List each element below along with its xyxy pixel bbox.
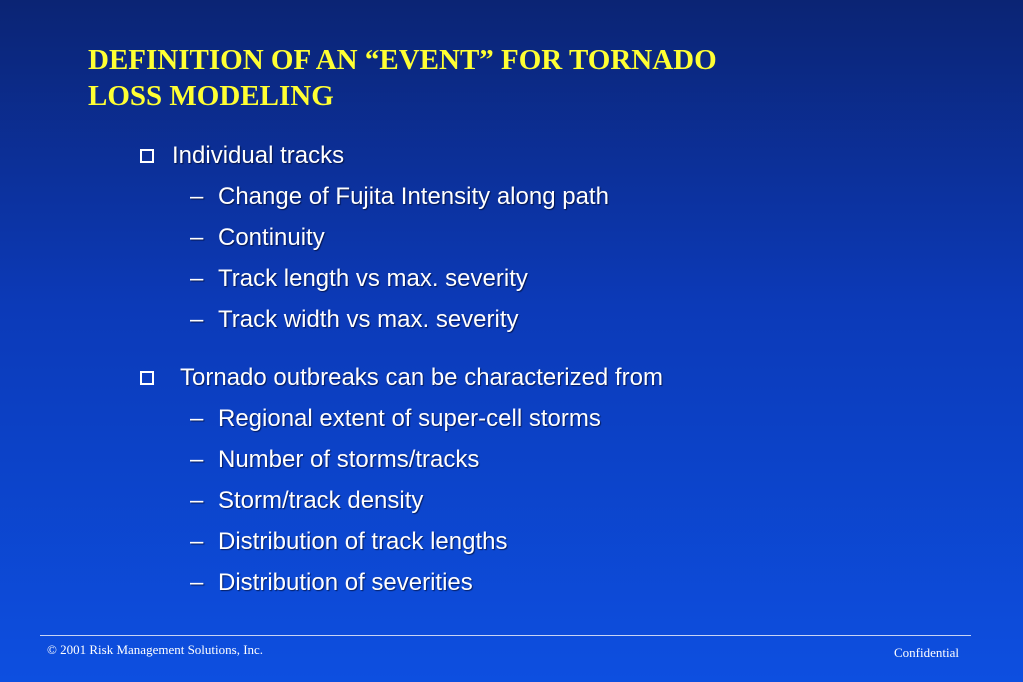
- bullet-item-tornado-outbreaks: [140, 363, 663, 393]
- dash-bullet-icon: –: [190, 405, 204, 432]
- dash-bullet-icon: –: [190, 528, 204, 555]
- sub-item: [190, 264, 528, 294]
- dash-bullet-icon: –: [190, 265, 204, 292]
- sub-item: [190, 182, 609, 212]
- sub-item: [190, 445, 479, 475]
- checkbox-bullet-icon: [140, 371, 154, 385]
- sub-item-text: Regional extent of super-cell storms: [218, 405, 601, 432]
- sub-item-text: Continuity: [218, 224, 325, 251]
- sub-item-text: Track width vs max. severity: [218, 306, 519, 333]
- dash-bullet-icon: –: [190, 487, 204, 514]
- slide-title-line-2: LOSS MODELING: [88, 80, 334, 112]
- dash-bullet-icon: –: [190, 569, 204, 596]
- sub-item-text: Storm/track density: [218, 487, 424, 514]
- dash-bullet-icon: –: [190, 306, 204, 333]
- sub-item-text: Number of storms/tracks: [218, 446, 480, 473]
- sub-item: [190, 568, 473, 598]
- sub-item: [190, 223, 325, 253]
- sub-item-text: Distribution of track lengths: [218, 528, 508, 555]
- dash-bullet-icon: –: [190, 446, 204, 473]
- slide-title-line-1: DEFINITION OF AN “EVENT” FOR TORNADO: [88, 44, 717, 76]
- bullet-text: Individual tracks: [172, 142, 345, 169]
- sub-item: [190, 404, 601, 434]
- sub-item-text: Change of Fujita Intensity along path: [218, 183, 609, 210]
- sub-item: [190, 486, 423, 516]
- slide-title: [88, 42, 908, 114]
- sub-item-text: Track length vs max. severity: [218, 265, 528, 292]
- dash-bullet-icon: –: [190, 224, 204, 251]
- sub-item: [190, 527, 507, 557]
- sub-item-text: Distribution of severities: [218, 569, 473, 596]
- footer-copyright: © 2001 Risk Management Solutions, Inc.: [47, 642, 264, 657]
- dash-bullet-icon: –: [190, 183, 204, 210]
- footer-divider: [40, 635, 971, 636]
- bullet-item-individual-tracks: [140, 141, 344, 171]
- bullet-text: Tornado outbreaks can be characterized from: [180, 364, 663, 391]
- sub-item: [190, 305, 519, 335]
- checkbox-bullet-icon: [140, 149, 154, 163]
- footer-confidential-label: Confidential: [894, 645, 959, 660]
